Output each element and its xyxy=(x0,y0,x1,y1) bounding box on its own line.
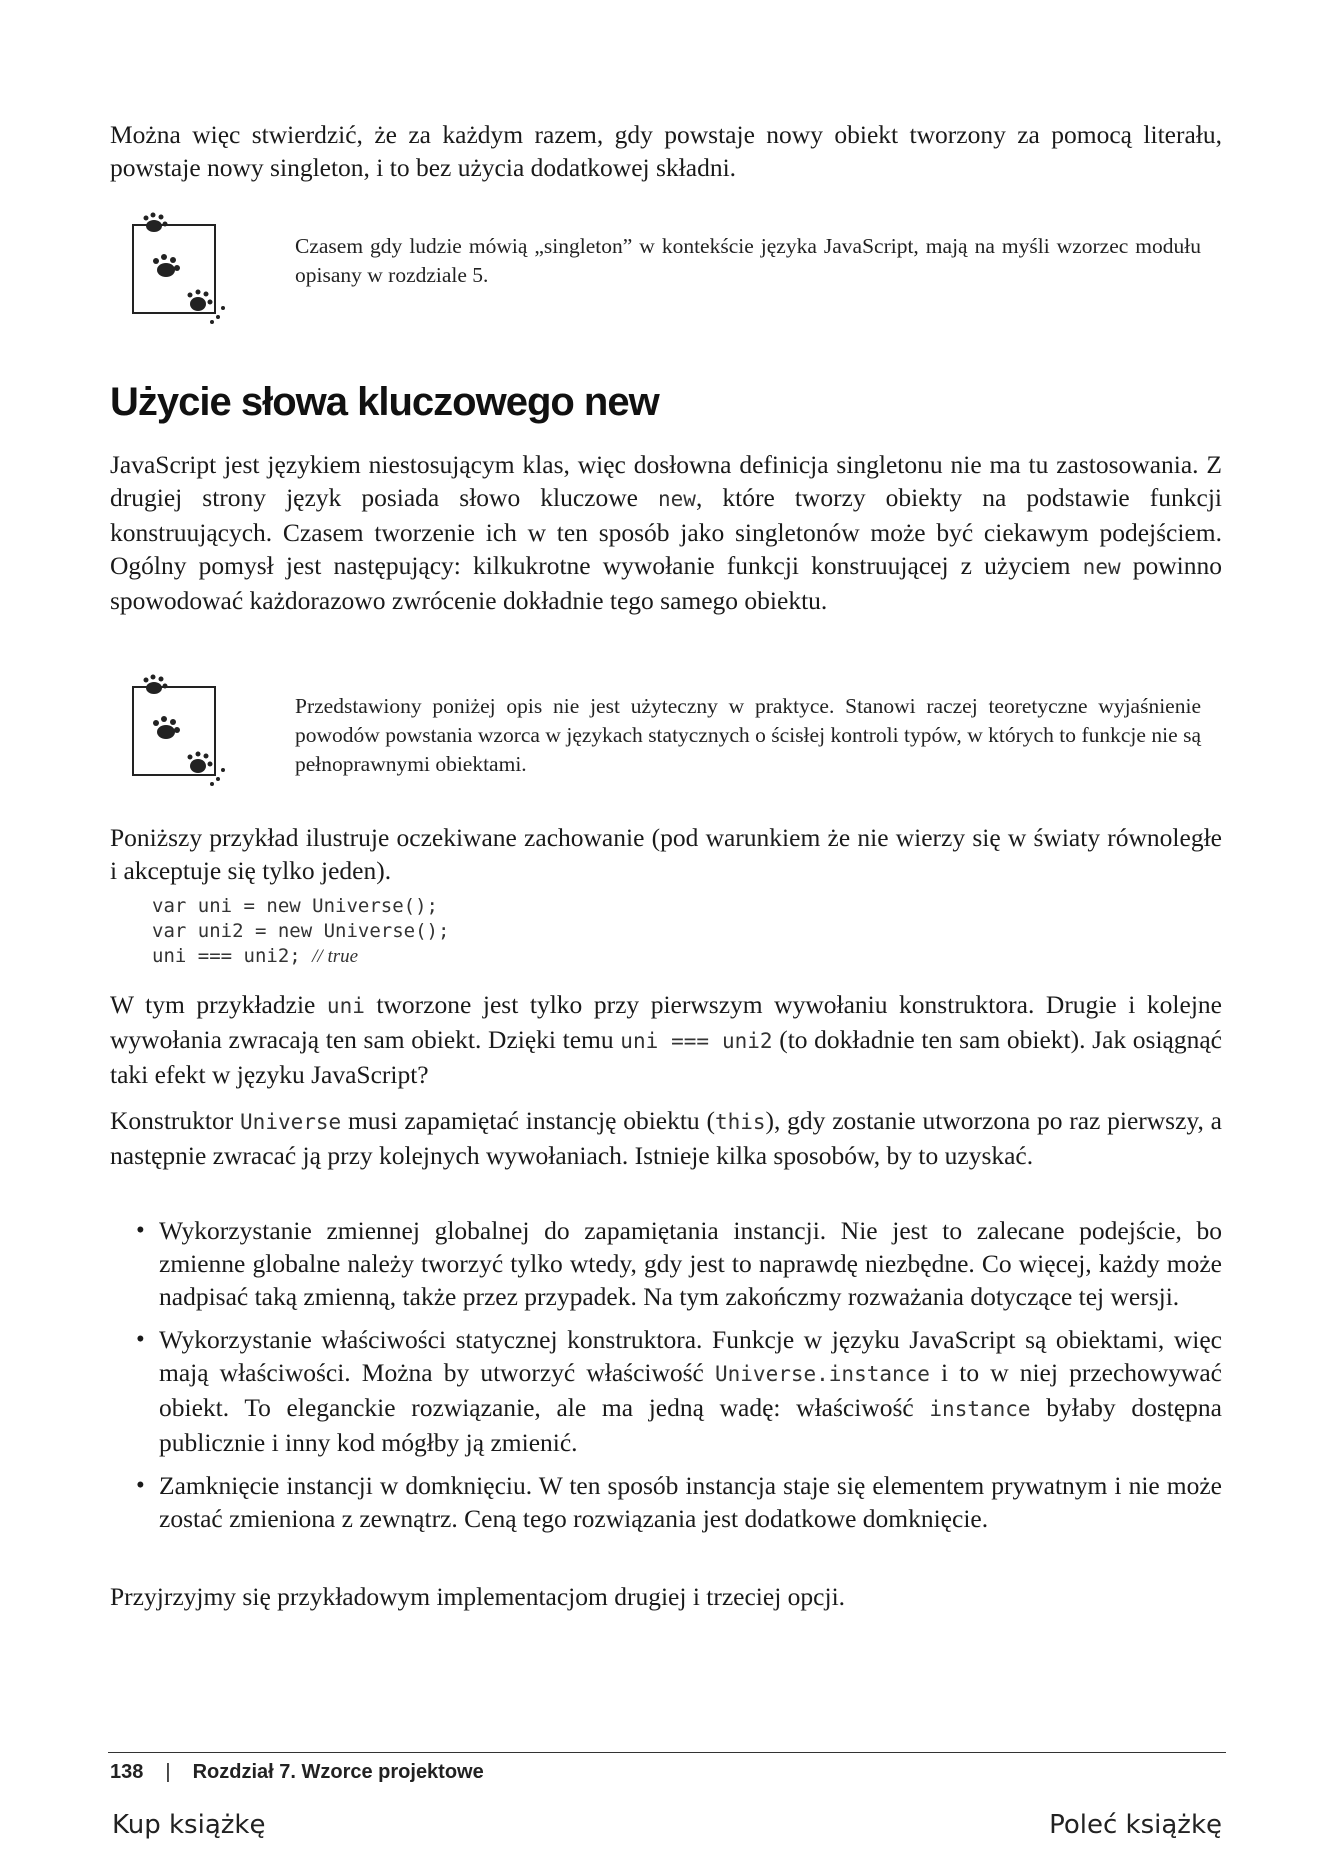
code-line: var uni = new Universe(); xyxy=(152,895,438,917)
list-item xyxy=(110,1469,1222,1535)
body-paragraph xyxy=(110,448,1222,617)
list-item xyxy=(110,1214,1222,1313)
inline-code: Universe xyxy=(240,1110,342,1134)
recommend-book-link[interactable]: Poleć książkę xyxy=(1049,1810,1222,1840)
text-run: byłaby dostępna publicznie i inny kod mógłby ją zmienić. xyxy=(159,1393,1222,1457)
section-heading: Użycie słowa kluczowego new xyxy=(110,380,659,424)
code-block xyxy=(152,894,449,969)
inline-code: instance xyxy=(929,1397,1031,1421)
body-paragraph: Przyjrzyjmy się przykładowym implementacjom drugiej i trzeciej opcji. xyxy=(110,1582,846,1611)
text-run: W tym przykładzie xyxy=(110,990,327,1019)
text-run: tworzone jest tylko przy pierwszym wywołaniu konstruktora. Drugie i kolejne wywołania zwracają ten sam obiekt. Dzięki temu xyxy=(110,990,1222,1054)
text-run: ), gdy zostanie utworzona po raz pierwszy, a następnie zwracać ją przy kolejnych wywołaniach. Istnieje kilka sposobów, by to uzyskać. xyxy=(110,1106,1222,1170)
text-run: , które tworzy obiekty na podstawie funkcji konstruujących. Czasem tworzenie ich w ten sposób jako singletonów może być ciekawym podejściem. Ogólny pomysł jest następujący: kilkukrotne wywołanie funkcji konstruującej z użyciem xyxy=(110,483,1222,580)
bullet-marker: • xyxy=(136,1326,145,1353)
paw-prints-icon xyxy=(128,212,248,332)
text-run: i to w niej przechowywać obiekt. To eleganckie rozwiązanie, ale ma jedną wadę: właściwość xyxy=(159,1358,1222,1422)
bullet-marker: • xyxy=(136,1472,145,1499)
buy-book-link[interactable]: Kup książkę xyxy=(112,1810,266,1840)
code-comment: // true xyxy=(312,946,359,967)
note-text: Przedstawiony poniżej opis nie jest użyteczny w praktyce. Stanowi raczej teoretyczne wyjaśnienie powodów powstania wzorca w językach statycznych o ścisłej kontroli typów, w których to funkcje nie są pełnoprawnymi obiektami. xyxy=(295,694,1201,776)
code-line: uni === uni2; xyxy=(152,945,313,967)
inline-code: Universe.instance xyxy=(715,1362,930,1386)
note-text: Czasem gdy ludzie mówią „singleton” w kontekście języka JavaScript, mają na myśli wzorzec modułu opisany w rozdziale 5. xyxy=(295,234,1201,287)
inline-code: this xyxy=(714,1110,766,1134)
code-line: var uni2 = new Universe(); xyxy=(152,920,450,942)
text-run: musi zapamiętać instancję obiektu ( xyxy=(341,1106,715,1135)
footer-separator: | xyxy=(165,1761,171,1783)
chapter-title: Rozdział 7. Wzorce projektowe xyxy=(192,1761,484,1783)
list-item xyxy=(110,1323,1222,1459)
inline-code: new xyxy=(658,487,696,511)
body-paragraph xyxy=(110,1104,1222,1172)
inline-code: uni xyxy=(326,994,365,1018)
footer-divider xyxy=(108,1752,1226,1753)
body-paragraph xyxy=(110,988,1222,1091)
inline-code: uni === uni2 xyxy=(620,1029,773,1053)
text-run: Wykorzystanie właściwości statycznej konstruktora. Funkcje w języku JavaScript są obiektami, więc mają właściwości. Można by utworzyć właściwość xyxy=(159,1325,1222,1387)
text-run: powinno spowodować każdorazowo zwrócenie dokładnie tego samego obiektu. xyxy=(110,551,1223,615)
page-footer xyxy=(110,1761,484,1784)
text-run: Wykorzystanie zmiennej globalnej do zapamiętania instancji. Nie jest to zalecane podejście, bo zmienne globalne należy tworzyć tylko wtedy, gdy jest to naprawdę niezbędne. Co więcej, każdy może nadpisać taką zmienną, także przez przypadek. Na tym zakończmy rozważania dotyczące tej wersji. xyxy=(159,1216,1222,1311)
paw-prints-icon xyxy=(128,674,248,794)
text-run: Konstruktor xyxy=(110,1106,241,1135)
bullet-list xyxy=(110,1214,1222,1545)
body-paragraph: Poniższy przykład ilustruje oczekiwane zachowanie (pod warunkiem że nie wierzy się w światy równoległe i akceptuje się tylko jeden). xyxy=(110,823,1222,885)
text-run: JavaScript jest językiem niestosującym klas, więc dosłowna definicja singletonu nie ma tu zastosowania. Z drugiej strony język posiada słowo kluczowe xyxy=(110,450,1222,512)
text-run: Zamknięcie instancji w domknięciu. W ten sposób instancja staje się elementem prywatnym i nie może zostać zmieniona z zewnątrz. Ceną tego rozwiązania jest dodatkowe domknięcie. xyxy=(159,1471,1222,1533)
inline-code: new xyxy=(1082,555,1121,579)
text-run: (to dokładnie ten sam obiekt). Jak osiągnąć taki efekt w języku JavaScript? xyxy=(110,1025,1223,1089)
bullet-marker: • xyxy=(136,1217,145,1244)
intro-paragraph: Można więc stwierdzić, że za każdym razem, gdy powstaje nowy obiekt tworzony za pomocą literału, powstaje nowy singleton, i to bez użycia dodatkowej składni. xyxy=(110,120,1222,182)
page-number: 138 xyxy=(110,1761,144,1783)
